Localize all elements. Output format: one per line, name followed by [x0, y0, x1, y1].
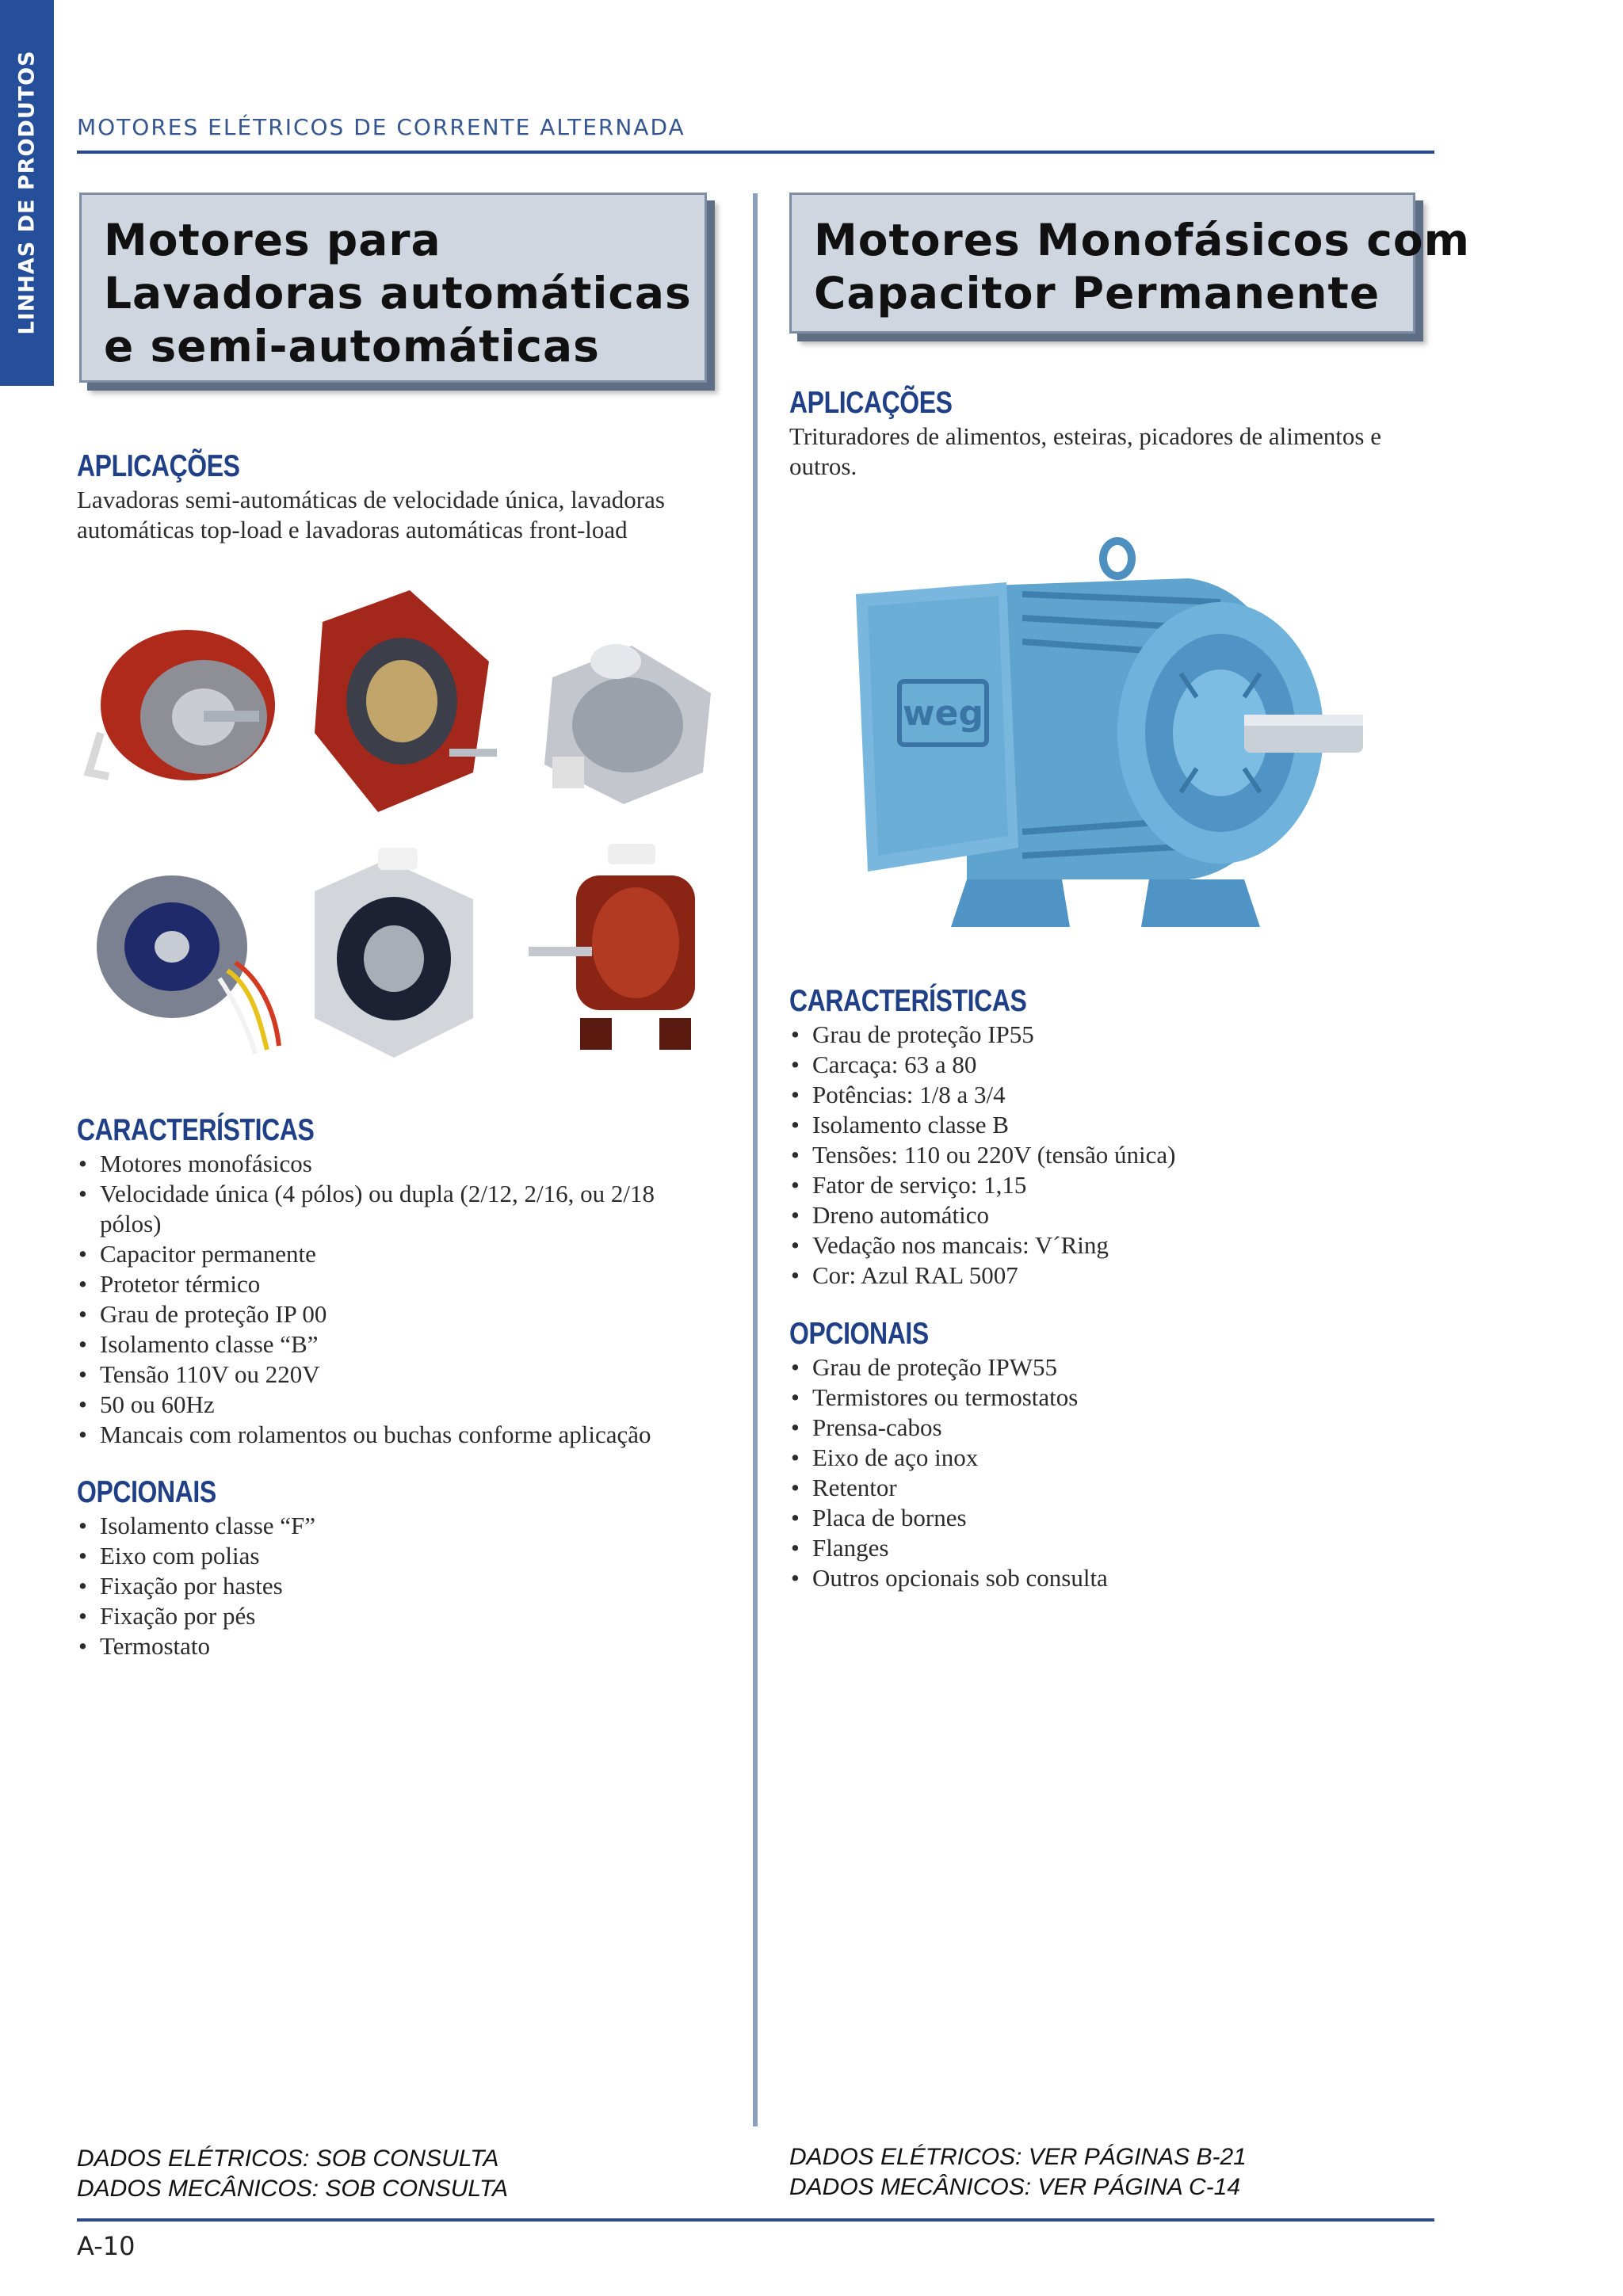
list-item: • Tensões: 110 ou 220V (tensão única) [789, 1140, 1423, 1170]
weg-motor-photo [848, 531, 1387, 943]
list-item: • Protetor térmico [77, 1269, 711, 1299]
washer-motors-photo [77, 574, 735, 1074]
grey-pulley-motor-image [544, 644, 711, 804]
wired-motor-image [97, 875, 279, 1054]
left-footer-electrical: DADOS ELÉTRICOS: SOB CONSULTA [77, 2145, 499, 2172]
list-item: • Capacitor permanente [77, 1239, 711, 1269]
footer-rule [77, 2218, 1434, 2222]
right-aplicacoes-text [789, 421, 1381, 482]
left-opcionais-heading: OPCIONAIS [77, 1475, 216, 1509]
list-item: • Grau de proteção IPW55 [789, 1352, 1423, 1383]
list-item: • Dreno automático [789, 1200, 1423, 1230]
list-item: • Fixação por hastes [77, 1571, 711, 1601]
list-item: • Tensão 110V ou 220V [77, 1360, 711, 1390]
list-item: • Termostato [77, 1631, 711, 1661]
list-item: • Prensa-cabos [789, 1413, 1423, 1443]
right-footer-mechanical: DADOS MECÂNICOS: VER PÁGINA C-14 [789, 2174, 1241, 2200]
right-footer-electrical: DADOS ELÉTRICOS: VER PÁGINAS B-21 [789, 2144, 1247, 2170]
list-item: • Potências: 1/8 a 3/4 [789, 1080, 1423, 1110]
left-title-box [79, 193, 707, 383]
right-caracteristicas-list [789, 1020, 1423, 1291]
left-aplicacoes-line: Lavadoras semi-automáticas de velocidade única, lavadoras [77, 486, 665, 513]
right-title-box [789, 193, 1470, 334]
side-tab-label: LINHAS DE PRODUTOS [14, 50, 40, 335]
right-footer [789, 2142, 1247, 2203]
list-item: • Mancais com rolamentos ou buchas conforme aplicação [77, 1420, 711, 1450]
list-item: • Grau de proteção IP 00 [77, 1299, 711, 1329]
right-title-line: Capacitor Permanente [814, 268, 1381, 318]
list-item: • Eixo com polias [77, 1541, 711, 1571]
list-item: • Isolamento classe “F” [77, 1511, 711, 1541]
list-item: • Outros opcionais sob consulta [789, 1563, 1423, 1593]
list-item: • Fixação por pés [77, 1601, 711, 1631]
list-item: • Isolamento classe “B” [77, 1329, 711, 1360]
right-opcionais-heading: OPCIONAIS [789, 1317, 929, 1351]
left-aplicacoes-text [77, 485, 665, 545]
list-item: • Velocidade única (4 pólos) ou dupla (2/12, 2/16, ou 2/18 pólos) [77, 1179, 711, 1239]
list-item: • 50 ou 60Hz [77, 1390, 711, 1420]
right-aplicacoes-line: outros. [789, 452, 857, 480]
list-item: • Placa de bornes [789, 1503, 1423, 1533]
left-opcionais-list [77, 1511, 711, 1661]
header-rule [77, 151, 1434, 154]
left-aplicacoes-heading: APLICAÇÕES [77, 449, 240, 483]
right-aplicacoes-heading: APLICAÇÕES [789, 386, 953, 420]
red-round-motor-image [89, 630, 275, 780]
left-caracteristicas-heading: CARACTERÍSTICAS [77, 1113, 315, 1147]
list-item: • Vedação nos mancais: V´Ring [789, 1230, 1423, 1261]
right-title-line: Motores Monofásicos com [814, 215, 1470, 265]
list-item: • Flanges [789, 1533, 1423, 1563]
list-item: • Isolamento classe B [789, 1110, 1423, 1140]
list-item: • Motores monofásicos [77, 1149, 711, 1179]
silver-motor-image [315, 848, 473, 1058]
left-title-line: e semi-automáticas [104, 321, 600, 372]
right-opcionais-list [789, 1352, 1423, 1593]
left-title-line: Motores para [104, 215, 441, 265]
page-header: MOTORES ELÉTRICOS DE CORRENTE ALTERNADA [77, 114, 685, 140]
weg-logo: weg [903, 693, 983, 734]
right-aplicacoes-line: Trituradores de alimentos, esteiras, picadores de alimentos e [789, 422, 1381, 450]
left-footer-mechanical: DADOS MECÂNICOS: SOB CONSULTA [77, 2176, 508, 2202]
left-caracteristicas-list [77, 1149, 711, 1450]
list-item: • Eixo de aço inox [789, 1443, 1423, 1473]
list-item: • Fator de serviço: 1,15 [789, 1170, 1423, 1200]
list-item: • Grau de proteção IP55 [789, 1020, 1423, 1050]
list-item: • Termistores ou termostatos [789, 1383, 1423, 1413]
red-winding-motor-image [529, 844, 695, 1050]
list-item: • Carcaça: 63 a 80 [789, 1050, 1423, 1080]
left-footer [77, 2144, 508, 2204]
left-aplicacoes-line: automáticas top-load e lavadoras automáticas front-load [77, 516, 628, 543]
right-caracteristicas-heading: CARACTERÍSTICAS [789, 984, 1027, 1018]
list-item: • Cor: Azul RAL 5007 [789, 1261, 1423, 1291]
left-title-line: Lavadoras automáticas [104, 268, 692, 318]
red-frame-motor-image [315, 590, 497, 812]
side-tab [0, 0, 54, 386]
page-number: A-10 [77, 2231, 136, 2261]
list-item: • Retentor [789, 1473, 1423, 1503]
column-divider [753, 193, 758, 2126]
